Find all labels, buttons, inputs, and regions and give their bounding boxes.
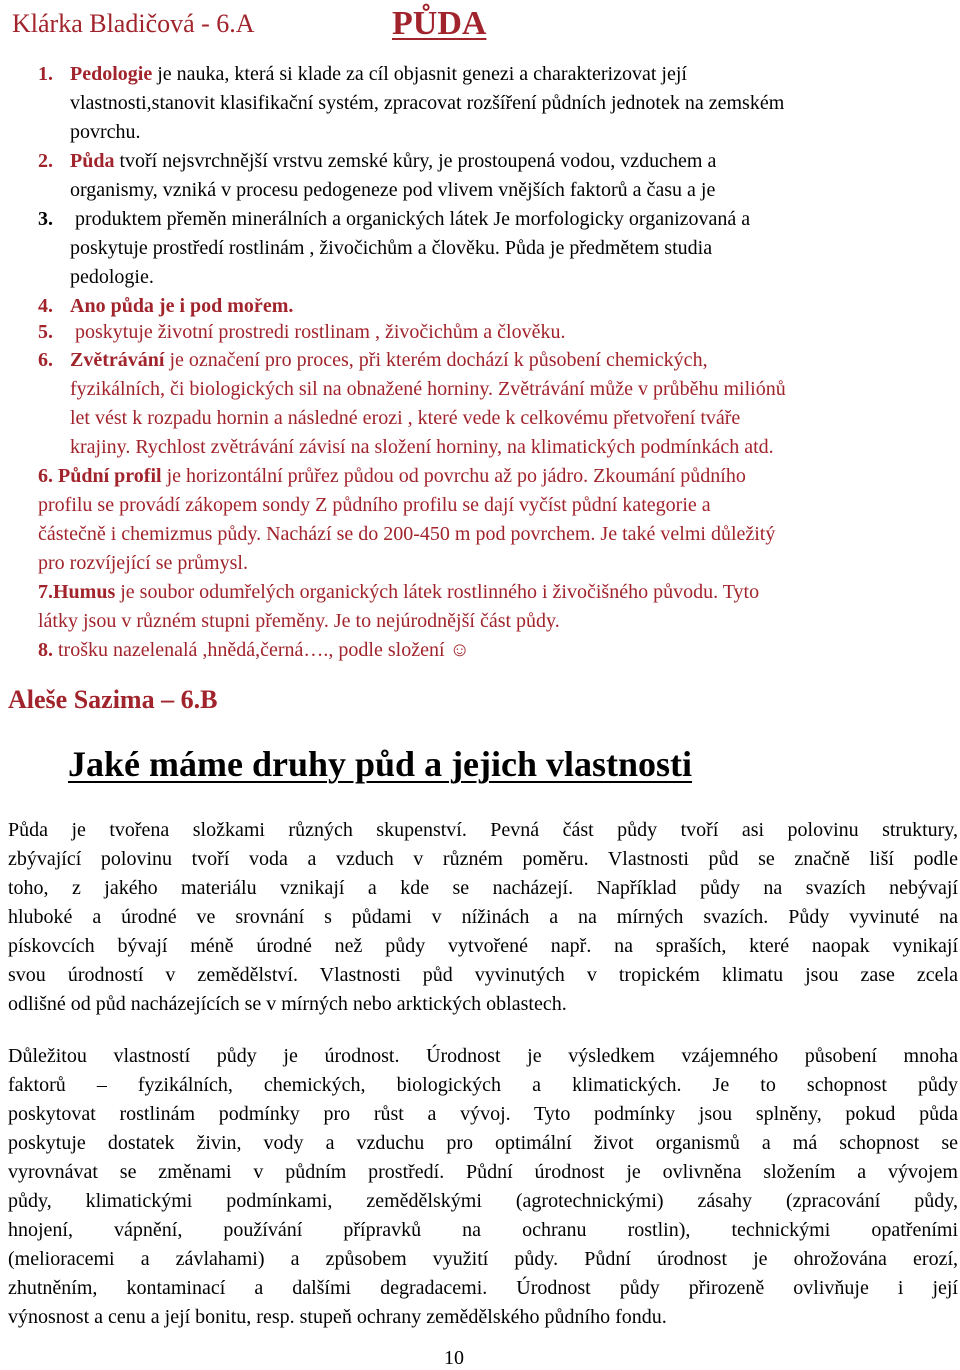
- list-item-3-line-2: poskytuje prostředí rostlinám , živočichům a člověku. Půda je předmětem studia: [70, 237, 713, 259]
- p2-line-10: výnosnost a cenu a její bonitu, resp. stupeň ochrany zemědělského půdního fondu.: [8, 1306, 667, 1328]
- p1-line-3: toho, z jakého materiálu vznikají a kde se nacházejí. Například půdy na svazích nebývají: [8, 877, 958, 899]
- p2-line-8: (melioracemi a závlahami) a způsobem využití půdy. Půdní úrodnost je ohrožována erozí,: [8, 1248, 958, 1270]
- list-item-3: [38, 209, 750, 229]
- list-item-2: [38, 151, 716, 171]
- p2-line-2: faktorů – fyzikálních, chemických, biologických a klimatických. Je to schopnost půdy: [8, 1074, 958, 1096]
- item-text: trošku nazelenalá ,hnědá,černá…., podle složení ☺: [53, 639, 470, 661]
- item-text: je horizontální průřez půdou od povrchu až po jádro. Zkoumání půdního: [161, 465, 746, 487]
- p1-line-7: odlišné od půd nacházejících se v mírných nebo arktických oblastech.: [8, 993, 567, 1015]
- soil-profile-line-3: částečně i chemizmus půdy. Nachází se do 200-450 m pod povrchem. Je také velmi důležitý: [38, 523, 776, 545]
- item-number: 8.: [38, 639, 53, 661]
- p2-line-6: půdy, klimatickými podmínkami, zemědělskými (agrotechnickými) zásahy (zpracování půdy,: [8, 1190, 958, 1212]
- list-item-3-line-3: pedologie.: [70, 266, 154, 288]
- list-item-4: [38, 296, 293, 316]
- term: Pedologie: [70, 63, 153, 85]
- list-item-1-line-3: povrchu.: [70, 121, 141, 143]
- p2-line-7: hnojení, vápnění, používání přípravků na ochranu rostlin), technickými opatřeními: [8, 1219, 958, 1241]
- item-number: 5.: [38, 321, 53, 343]
- paragraph-soil-profile: [38, 466, 746, 486]
- term: Půdní profil: [58, 465, 162, 487]
- page-number: 10: [444, 1347, 464, 1369]
- item-number: 7.: [38, 581, 53, 603]
- item-number: 3.: [38, 208, 53, 230]
- section-author: Aleše Sazima – 6.B: [8, 685, 218, 714]
- soil-profile-line-2: profilu se provádí zákopem sondy Z půdního profilu se dají vyčíst půdní kategorie a: [38, 494, 711, 516]
- item-text: je nauka, která si klade za cíl objasnit genezi a charakterizovat její: [152, 63, 687, 85]
- page-title: PŮDA: [392, 5, 487, 42]
- item-number: 4.: [38, 295, 53, 317]
- soil-profile-line-4: pro rozvíjející se průmysl.: [38, 552, 248, 574]
- paragraph-humus: [38, 582, 759, 602]
- item-text: je označení pro proces, při kterém dochází k působení chemických,: [164, 349, 708, 371]
- list-item-6: [38, 350, 708, 370]
- item-text: produktem přeměn minerálních a organických látek Je morfologicky organizovaná a: [70, 208, 751, 230]
- list-item-6-line-4: krajiny. Rychlost zvětrávání závisí na složení horniny, na klimatických podmínkách atd.: [70, 436, 774, 458]
- item-text: tvoří nejsvrchnější vrstvu zemské kůry, je prostoupená vodou, vzduchem a: [114, 150, 717, 172]
- list-item-1: [38, 64, 687, 84]
- list-item-2-line-2: organismy, vzniká v procesu pedogeneze pod vlivem vnějších faktorů a času a je: [70, 179, 716, 201]
- author-name: Klárka Bladičová - 6.A: [12, 9, 255, 38]
- p2-line-9: zhutněním, kontaminací a dalšími degradacemi. Úrodnost půdy přirozeně ovlivňuje i její: [8, 1277, 958, 1299]
- item-text: poskytuje životní prostredi rostlinam , živočichům a člověku.: [70, 321, 566, 343]
- list-item-6-line-3: let vést k rozpadu hornin a následné erozi , které vede k celkovému přetvoření tváře: [70, 407, 741, 429]
- paragraph-color: [38, 640, 470, 660]
- item-number: 6.: [38, 465, 53, 487]
- item-text: Ano půda je i pod mořem.: [70, 295, 294, 317]
- p1-line-2: zbývající polovinu tvoří voda a vzduch v různém poměru. Vlastnosti půd se značně liší podle: [8, 848, 958, 870]
- p2-line-4: poskytuje dostatek živin, vody a vzduchu pro optimální život organismů a má schopnost se: [8, 1132, 958, 1154]
- item-number: 6.: [38, 349, 53, 371]
- term: Humus: [53, 581, 116, 603]
- p2-line-1: Důležitou vlastností půdy je úrodnost. Úrodnost je výsledkem vzájemného působení mnoha: [8, 1045, 958, 1067]
- p1-line-5: pískovcích bývají méně úrodné než půdy vytvořené např. na spraších, které naopak vynikají: [8, 935, 958, 957]
- list-item-6-line-2: fyzikálních, či biologických sil na obnažené horniny. Zvětrávání může v průběhu miliónů: [70, 378, 786, 400]
- p2-line-5: vyrovnávat se změnami v půdním prostředí. Půdní úrodnost je ovlivněna složením a vývojem: [8, 1161, 958, 1183]
- item-number: 2.: [38, 150, 53, 172]
- p2-line-3: poskytovat rostlinám podmínky pro růst a vývoj. Tyto podmínky jsou splněny, pokud půda: [8, 1103, 958, 1125]
- term: Půda: [70, 150, 115, 172]
- p1-line-6: svou úrodností v zemědělství. Vlastnosti půd vyvinutých v tropickém klimatu jsou zase zcela: [8, 964, 958, 986]
- list-item-1-line-2: vlastnosti,stanovit klasifikační systém, zpracovat rozšíření půdních jednotek na zemském: [70, 92, 785, 114]
- humus-line-2: látky jsou v různém stupni přeměny. Je to nejúrodnější část půdy.: [38, 610, 560, 632]
- section-title: Jaké máme druhy půd a jejich vlastnosti: [68, 744, 693, 784]
- p1-line-1: Půda je tvořena složkami různých skupenství. Pevná část půdy tvoří asi polovinu struktury,: [8, 819, 958, 841]
- item-text: je soubor odumřelých organických látek rostlinného i živočišného původu. Tyto: [115, 581, 760, 603]
- p1-line-4: hluboké a úrodné ve srovnání s půdami v nížinách a na mírných svazích. Půdy vyvinuté na: [8, 906, 958, 928]
- item-number: 1.: [38, 63, 53, 85]
- list-item-5: [38, 322, 565, 342]
- term: Zvětrávání: [70, 349, 165, 371]
